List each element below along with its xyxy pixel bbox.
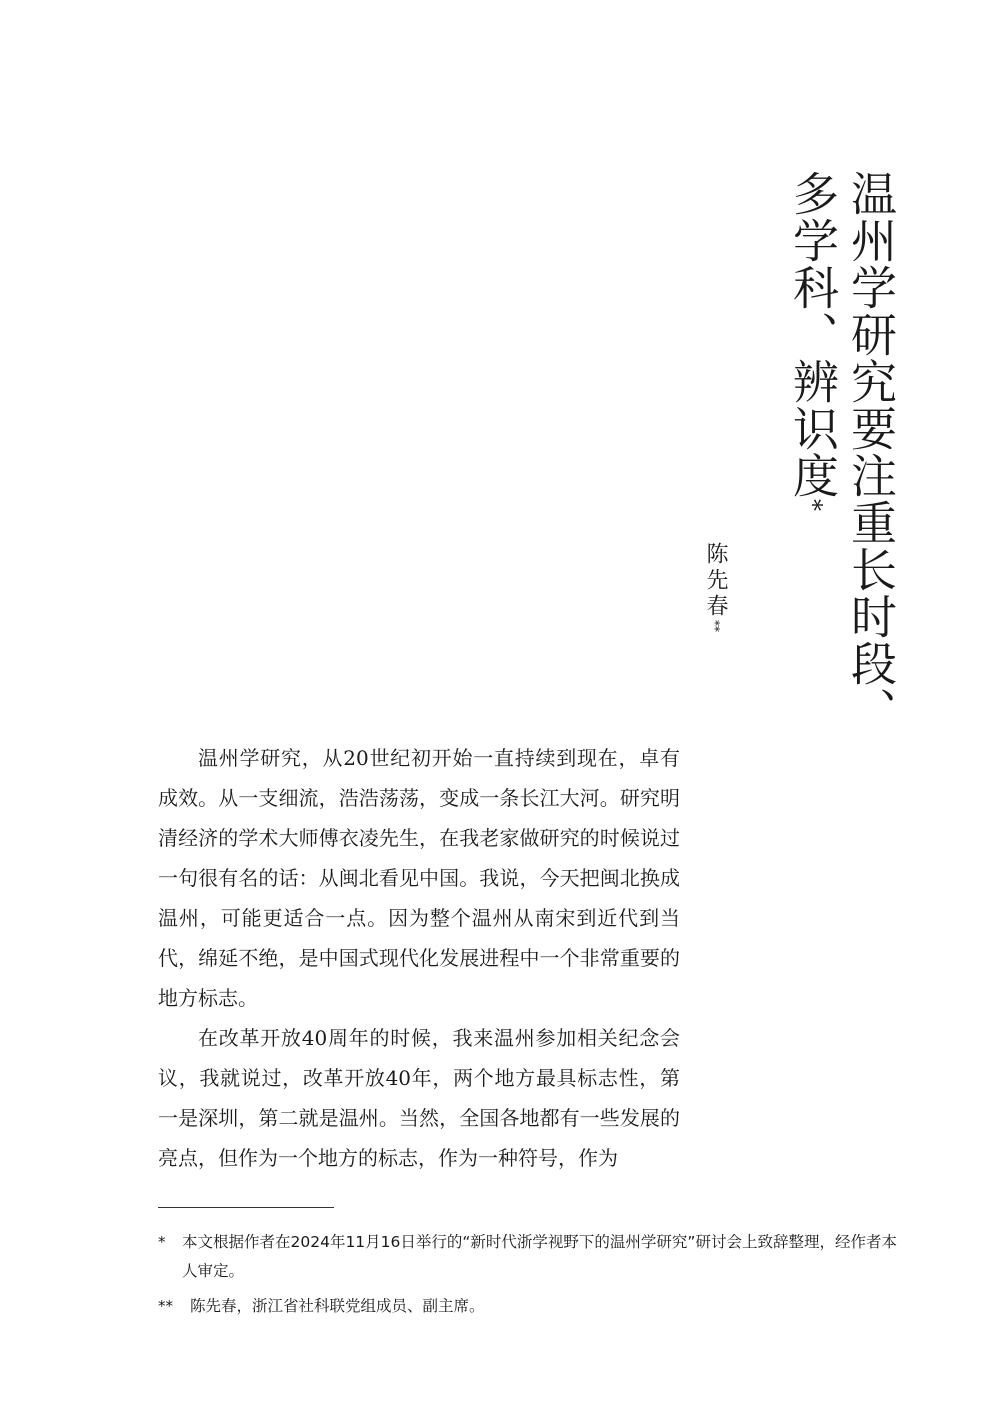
author-name: 陈先春: [703, 542, 728, 620]
title-line-2-text: 多学科、辨识度: [786, 170, 840, 499]
footnote-1: [158, 1228, 898, 1286]
body-paragraph-1: 温州学研究，从20世纪初开始一直持续到现在，卓有成效。从一支细流，浩浩荡荡，变成一条长江大河。研究明清经济的学术大师傅衣凌先生，在我老家做研究的时候说过一句很有名的话：从闽北看见中国。我说，今天把闽北换成温州，可能更适合一点。因为整个温州从南宋到近代到当代，绵延不绝，是中国式现代化发展进程中一个非常重要的地方标志。: [158, 746, 680, 1010]
article-title: [780, 170, 900, 734]
body-paragraph-2: 在改革开放40周年的时候，我来温州参加相关纪念会议，我就说过，改革开放40年，两个地方最具标志性，第一是深圳，第二就是温州。当然，全国各地都有一些发展的亮点，但作为一个地方的标志，作为一种符号，作为: [158, 1026, 680, 1170]
footnote-1-text: 本文根据作者在2024年11月16日举行的“新时代浙学视野下的温州学研究”研讨会上致辞整理，经作者本人审定。: [182, 1233, 897, 1280]
title-footnote-mark: *: [799, 499, 827, 511]
author-footnote-mark: **: [708, 620, 722, 632]
title-line-1: 温州学研究要注重长时段、: [844, 170, 898, 734]
author-byline: [690, 542, 730, 662]
title-line-2: [784, 170, 842, 710]
footnote-1-mark: *: [158, 1233, 166, 1251]
footnote-2: [158, 1292, 898, 1321]
footnote-2-mark: **: [158, 1297, 173, 1315]
footnote-2-text: 陈先春，浙江省社科联党组成员、副主席。: [190, 1297, 485, 1315]
footnotes: [158, 1228, 898, 1321]
article-body: [158, 738, 680, 1178]
footnote-divider: [158, 1207, 334, 1208]
